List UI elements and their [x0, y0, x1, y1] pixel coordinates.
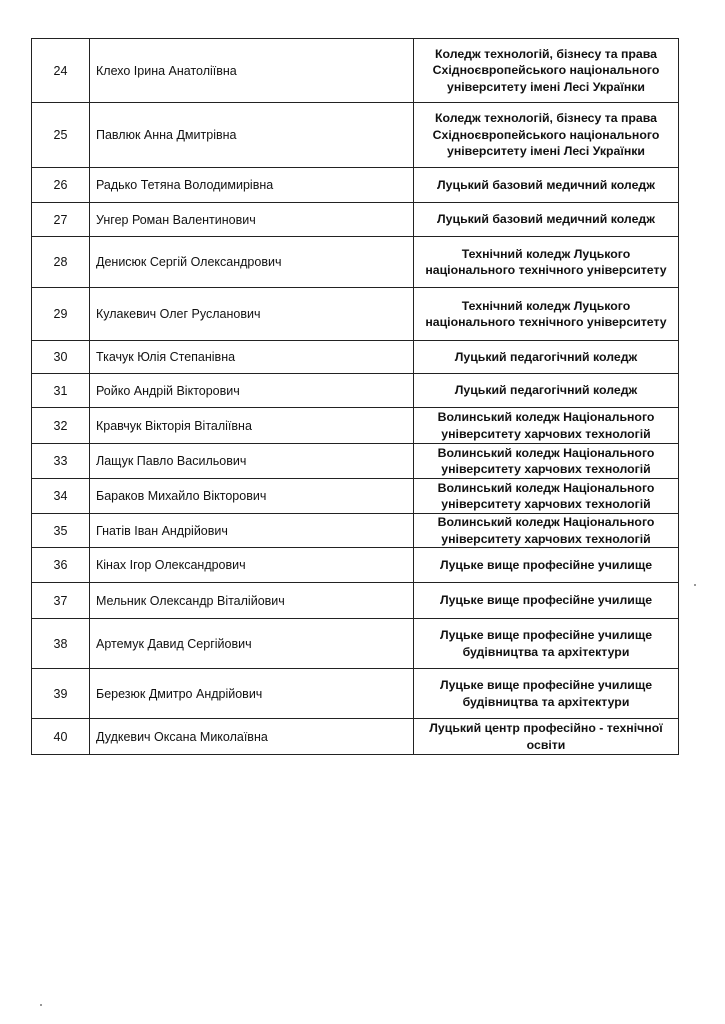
table-row: [32, 514, 679, 548]
institution-name: Луцький центр професійно - технічної освіти: [414, 719, 679, 755]
row-number: 24: [32, 39, 90, 103]
table-row: [32, 583, 679, 619]
row-number: 33: [32, 444, 90, 479]
person-name: Лащук Павло Васильович: [90, 444, 414, 479]
person-name: Мельник Олександр Віталійович: [90, 583, 414, 619]
row-number: 37: [32, 583, 90, 619]
table-row: [32, 719, 679, 755]
participants-table: [31, 38, 679, 755]
person-name: Кравчук Вікторія Віталіївна: [90, 408, 414, 444]
row-number: 36: [32, 548, 90, 583]
table-row: [32, 374, 679, 408]
institution-name: Луцький базовий медичний коледж: [414, 203, 679, 237]
row-number: 39: [32, 669, 90, 719]
table-row: [32, 408, 679, 444]
person-name: Артемук Давид Сергійович: [90, 619, 414, 669]
institution-name: Луцький педагогічний коледж: [414, 374, 679, 408]
institution-name: Луцьке вище професійне училище: [414, 548, 679, 583]
person-name: Дудкевич Оксана Миколаївна: [90, 719, 414, 755]
person-name: Гнатів Іван Андрійович: [90, 514, 414, 548]
table-row: [32, 444, 679, 479]
table-row: [32, 669, 679, 719]
table-row: [32, 288, 679, 341]
table-row: [32, 39, 679, 103]
person-name: Унгер Роман Валентинович: [90, 203, 414, 237]
row-number: 32: [32, 408, 90, 444]
table-row: [32, 237, 679, 288]
table-row: [32, 619, 679, 669]
institution-name: Технічний коледж Луцького національного технічного університету: [414, 288, 679, 341]
institution-name: Луцьке вище професійне училище: [414, 583, 679, 619]
row-number: 27: [32, 203, 90, 237]
row-number: 26: [32, 168, 90, 203]
institution-name: Волинський коледж Національного університету харчових технологій: [414, 444, 679, 479]
person-name: Бараков Михайло Вікторович: [90, 479, 414, 514]
person-name: Радько Тетяна Володимирівна: [90, 168, 414, 203]
person-name: Павлюк Анна Дмитрівна: [90, 103, 414, 168]
person-name: Денисюк Сергій Олександрович: [90, 237, 414, 288]
institution-name: Волинський коледж Національного університету харчових технологій: [414, 479, 679, 514]
institution-name: Волинський коледж Національного університету харчових технологій: [414, 514, 679, 548]
institution-name: Луцький базовий медичний коледж: [414, 168, 679, 203]
person-name: Кінах Ігор Олександрович: [90, 548, 414, 583]
scan-speck: [40, 1004, 42, 1006]
person-name: Ткачук Юлія Степанівна: [90, 341, 414, 374]
table-row: [32, 103, 679, 168]
table-row: [32, 479, 679, 514]
institution-name: Луцьке вище професійне училище будівництва та архітектури: [414, 619, 679, 669]
row-number: 34: [32, 479, 90, 514]
institution-name: Технічний коледж Луцького національного технічного університету: [414, 237, 679, 288]
row-number: 35: [32, 514, 90, 548]
institution-name: Коледж технологій, бізнесу та права Східноєвропейського національного університету імені Лесі Українки: [414, 103, 679, 168]
institution-name: Луцьке вище професійне училище будівництва та архітектури: [414, 669, 679, 719]
table-row: [32, 203, 679, 237]
table-row: [32, 168, 679, 203]
table-row: [32, 548, 679, 583]
person-name: Кулакевич Олег Русланович: [90, 288, 414, 341]
scan-speck: [694, 584, 696, 586]
table-row: [32, 341, 679, 374]
institution-name: Луцький педагогічний коледж: [414, 341, 679, 374]
institution-name: Коледж технологій, бізнесу та права Східноєвропейського національного університету імені Лесі Українки: [414, 39, 679, 103]
row-number: 25: [32, 103, 90, 168]
row-number: 30: [32, 341, 90, 374]
row-number: 28: [32, 237, 90, 288]
institution-name: Волинський коледж Національного університету харчових технологій: [414, 408, 679, 444]
person-name: Ройко Андрій Вікторович: [90, 374, 414, 408]
person-name: Клехо Ірина Анатоліївна: [90, 39, 414, 103]
row-number: 29: [32, 288, 90, 341]
row-number: 31: [32, 374, 90, 408]
row-number: 40: [32, 719, 90, 755]
row-number: 38: [32, 619, 90, 669]
person-name: Березюк Дмитро Андрійович: [90, 669, 414, 719]
